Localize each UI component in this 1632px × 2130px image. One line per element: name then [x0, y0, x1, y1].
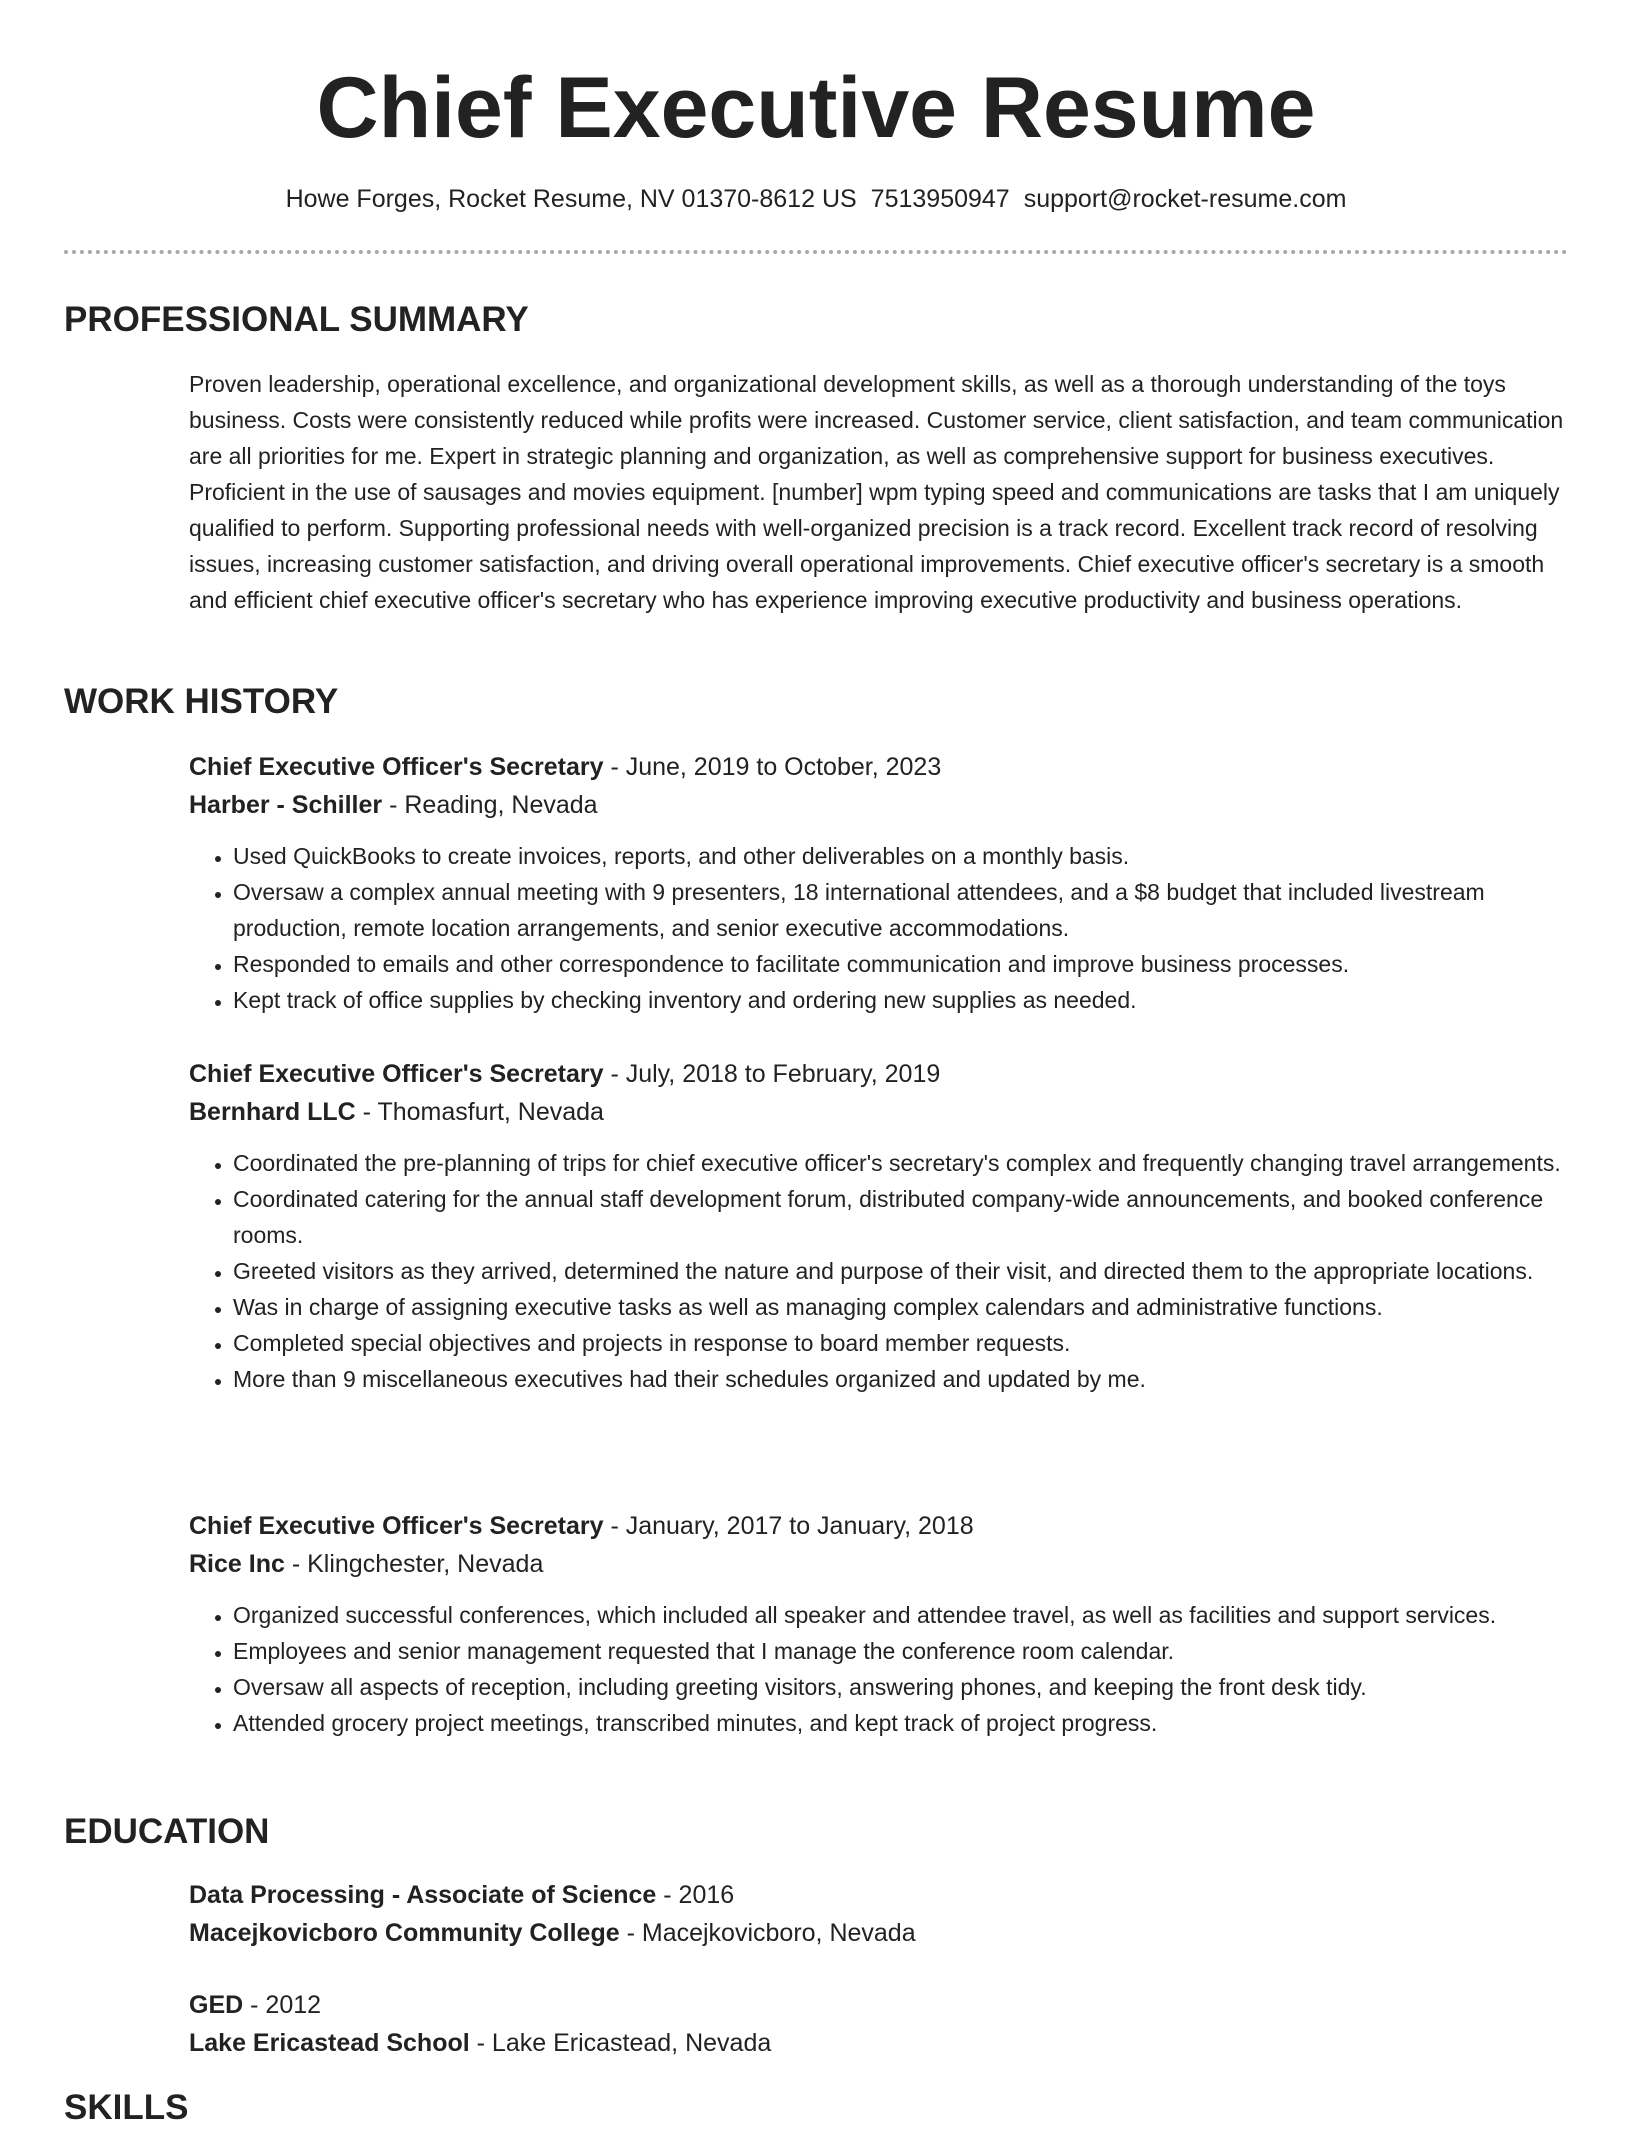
job-location: - Reading, Nevada — [389, 791, 598, 819]
header-divider — [64, 250, 1568, 254]
job-bullet: • Was in charge of assigning executive tasks as well as managing complex calendars and administrative functions. — [233, 1289, 1569, 1325]
education-entry — [189, 1876, 1569, 1952]
job-bullet: • More than 9 miscellaneous executives had their schedules organized and updated by me. — [233, 1361, 1569, 1397]
job-dates: - June, 2019 to October, 2023 — [610, 753, 942, 781]
job-company-line — [189, 1093, 1569, 1131]
job-company-line — [189, 786, 1569, 824]
education-entry — [189, 1986, 1569, 2062]
education-school: Lake Ericastead School — [189, 2029, 470, 2057]
education-degree: GED — [189, 1991, 244, 2019]
job-bullets — [189, 1597, 1569, 1741]
job-bullet: • Oversaw a complex annual meeting with 9 presenters, 18 international attendees, and a $8 budget that included livestream production, remote location arrangements, and senior executive accommodations. — [233, 874, 1569, 946]
work-history-heading: WORK HISTORY — [64, 682, 339, 721]
job-bullet: • Organized successful conferences, which included all speaker and attendee travel, as well as facilities and support services. — [233, 1597, 1569, 1633]
summary-heading: PROFESSIONAL SUMMARY — [64, 300, 529, 339]
job-title-line — [189, 1055, 1569, 1093]
job-bullet: • Attended grocery project meetings, transcribed minutes, and kept track of project progress. — [233, 1705, 1569, 1741]
job-bullet: • Coordinated catering for the annual staff development forum, distributed company-wide announcements, and booked conference rooms. — [233, 1181, 1569, 1253]
summary-text: Proven leadership, operational excellence, and organizational development skills, as well as a thorough understanding of the toys business. Costs were consistently reduced while profits were increased. Customer service, client satisfaction, and team communication are all priorities for me. Expert in strategic planning and organization, as well as comprehensive support for business executives. Proficient in the use of sausages and movies equipment. [number] wpm typing speed and communications are tasks that I am uniquely qualified to perform. Supporting professional needs with well-organized precision is a track record. Excellent track record of resolving issues, increasing customer satisfaction, and driving overall operational improvements. Chief executive officer's secretary is a smooth and efficient chief executive officer's secretary who has experience improving executive productivity and business operations. — [189, 371, 1564, 613]
job-title-line — [189, 1507, 1569, 1545]
contact-line — [0, 182, 1632, 216]
job-location: - Klingchester, Nevada — [291, 1550, 544, 1578]
skills-heading: SKILLS — [64, 2088, 189, 2127]
job-title: Chief Executive Officer's Secretary — [189, 753, 604, 781]
education-school-line — [189, 1914, 1569, 1952]
job-bullet: • Completed special objectives and projects in response to board member requests. — [233, 1325, 1569, 1361]
job-bullets — [189, 1145, 1569, 1397]
education-year: - 2012 — [250, 1991, 322, 2019]
job-dates: - January, 2017 to January, 2018 — [610, 1512, 974, 1540]
job-bullet: • Employees and senior management requested that I manage the conference room calendar. — [233, 1633, 1569, 1669]
education-year: - 2016 — [663, 1881, 735, 1909]
education-location: - Macejkovicboro, Nevada — [626, 1919, 916, 1947]
job-bullet: • Greeted visitors as they arrived, determined the nature and purpose of their visit, and directed them to the appropriate locations. — [233, 1253, 1569, 1289]
resume-title: Chief Executive Resume — [316, 60, 1316, 156]
education-degree-line — [189, 1986, 1569, 2024]
job-bullet: • Responded to emails and other correspondence to facilitate communication and improve business processes. — [233, 946, 1569, 982]
job-company: Rice Inc — [189, 1550, 285, 1578]
job-bullet: • Oversaw all aspects of reception, including greeting visitors, answering phones, and keeping the front desk tidy. — [233, 1669, 1569, 1705]
education-degree: Data Processing - Associate of Science — [189, 1881, 657, 1909]
job-bullets — [189, 838, 1569, 1018]
education-degree-line — [189, 1876, 1569, 1914]
contact-email[interactable]: support@rocket-resume.com — [1023, 185, 1347, 213]
job-company: Bernhard LLC — [189, 1098, 356, 1126]
job-company-line — [189, 1545, 1569, 1583]
job-title-line — [189, 748, 1569, 786]
contact-phone: 7513950947 — [870, 185, 1010, 213]
education-school: Macejkovicboro Community College — [189, 1919, 620, 1947]
job-entry — [189, 1507, 1569, 1741]
job-entry — [189, 1055, 1569, 1397]
job-title: Chief Executive Officer's Secretary — [189, 1060, 604, 1088]
job-title: Chief Executive Officer's Secretary — [189, 1512, 604, 1540]
job-bullet: • Coordinated the pre-planning of trips for chief executive officer's secretary's complex and frequently changing travel arrangements. — [233, 1145, 1569, 1181]
job-location: - Thomasfurt, Nevada — [362, 1098, 604, 1126]
education-location: - Lake Ericastead, Nevada — [476, 2029, 772, 2057]
job-dates: - July, 2018 to February, 2019 — [610, 1060, 941, 1088]
job-bullet: • Used QuickBooks to create invoices, reports, and other deliverables on a monthly basis. — [233, 838, 1569, 874]
job-bullet: • Kept track of office supplies by checking inventory and ordering new supplies as needed. — [233, 982, 1569, 1018]
job-entry — [189, 748, 1569, 1018]
education-school-line — [189, 2024, 1569, 2062]
job-company: Harber - Schiller — [189, 791, 383, 819]
education-heading: EDUCATION — [64, 1812, 270, 1851]
contact-address: Howe Forges, Rocket Resume, NV 01370-8612 US — [285, 185, 857, 213]
